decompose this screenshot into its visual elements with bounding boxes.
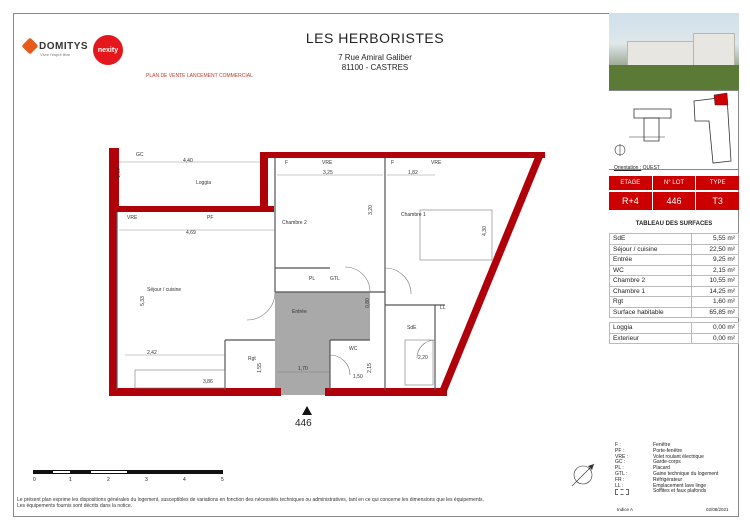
- surface-name: Exterieur: [610, 333, 692, 344]
- table-row: [610, 276, 739, 287]
- surface-total-name: Surface habitable: [610, 307, 692, 318]
- surface-value: 0,00 m²: [692, 333, 739, 344]
- legend-key: F :: [615, 442, 621, 448]
- plan-mark-f-ch1: F: [391, 160, 395, 166]
- surface-name: Loggia: [610, 323, 692, 334]
- dim-2-42: 2,42: [147, 350, 157, 356]
- plan-mark-f: F: [285, 160, 289, 166]
- lot-header-floor: ETAGE: [609, 176, 653, 190]
- surface-value: 10,55 m²: [692, 276, 739, 287]
- legend-key: GC :: [615, 459, 626, 466]
- dim-0-80: 0,80: [364, 298, 371, 308]
- scale-tick: 0: [33, 477, 36, 483]
- scale-tick: 1: [69, 477, 72, 483]
- legend-value: Volet roulant électrique: [653, 453, 704, 460]
- legend-value: Soffites et faux plafonds: [653, 488, 707, 495]
- dim-3-20: 3,20: [367, 205, 374, 215]
- scale-segment: [90, 470, 128, 474]
- plan-mark-vre: VRE: [322, 160, 333, 166]
- lot-header-type: TYPE: [709, 180, 726, 186]
- scale-tick: 4: [183, 477, 186, 483]
- lot-floor-value: R+4: [609, 192, 653, 210]
- table-row: [610, 255, 739, 266]
- dim-3-86: 3,86: [203, 379, 213, 385]
- room-chambre-1: Chambre 1: [401, 212, 426, 218]
- dim-1-55: 1,55: [256, 363, 263, 373]
- scale-segment: [128, 470, 223, 474]
- room-pl: PL: [309, 276, 316, 282]
- surface-name: Séjour / cuisine: [610, 244, 692, 255]
- surface-value: 14,25 m²: [692, 286, 739, 297]
- legend-value: Emplacement lave linge: [653, 482, 707, 489]
- surface-name: Chambre 2: [610, 276, 692, 287]
- legend-swatch: [615, 489, 653, 498]
- disclaimer: [17, 497, 484, 509]
- plan-mark-vre-sejour: VRE: [127, 215, 138, 221]
- surface-name: Entrée: [610, 255, 692, 266]
- key-plan-drawing: [609, 91, 739, 169]
- lot-header-number: N° LOT: [653, 176, 697, 190]
- plan-mark-pf: PF: [207, 215, 214, 221]
- orientation-label: Orientation :: [614, 165, 642, 171]
- nexity-wordmark: nexity: [97, 46, 119, 54]
- surface-value: 5,55 m²: [692, 234, 739, 245]
- orientation: [614, 165, 660, 171]
- legend: [615, 443, 718, 498]
- dim-1-82: 1,82: [408, 170, 418, 176]
- lot-header-row: [609, 176, 739, 190]
- table-row: [610, 265, 739, 276]
- surface-name: WC: [610, 265, 692, 276]
- table-row: [610, 244, 739, 255]
- entrance-arrow-icon: [302, 406, 312, 415]
- dim-4-69: 4,69: [186, 230, 196, 236]
- scale-segment: [71, 470, 90, 474]
- shower-tray: [405, 340, 433, 385]
- legend-item: [615, 489, 718, 498]
- domitys-logo: [24, 40, 89, 57]
- dim-3-25: 3,25: [323, 170, 333, 176]
- dim-2-15: 2,15: [366, 363, 373, 373]
- document-date: 02/08/2021: [706, 507, 729, 512]
- disclaimer-line-2: Les équipements fournis sont décrits dans la notice.: [17, 503, 133, 509]
- keyplan-compass-icon: [613, 143, 627, 162]
- plan-mark-vre-ch1: VRE: [431, 160, 442, 166]
- legend-key: FR :: [615, 476, 625, 483]
- dim-1-50: 1,50: [353, 374, 363, 380]
- surface-value: 22,50 m²: [692, 244, 739, 255]
- scale-segment: [33, 470, 52, 474]
- plan-label: PLAN DE VENTE LANCEMENT COMMERCIAL: [146, 73, 253, 79]
- legend-key: GTL :: [615, 470, 628, 477]
- lot-marker: 446: [295, 418, 312, 429]
- photo-greenery: [609, 65, 739, 90]
- table-row: [610, 286, 739, 297]
- lot-type-value: T3: [712, 196, 723, 206]
- disclaimer-line-1: Le présent plan exprime les dispositions générales du logement, susceptibles de variations en fonction des nécessités techniques ou administratives, tant en ce qui concerne les dimensions que les équipements.: [17, 497, 484, 503]
- surfaces-table: [609, 233, 739, 344]
- legend-value: Garde-corps: [653, 459, 681, 466]
- address-line-1: 7 Rue Amiral Galiber: [338, 53, 412, 62]
- project-address: [270, 53, 480, 73]
- surface-name: Rgt: [610, 297, 692, 308]
- surfaces-title: TABLEAU DES SURFACES: [635, 221, 713, 227]
- dim-1-70: 1,70: [298, 366, 308, 372]
- scale-tick: 3: [145, 477, 148, 483]
- scale-segment: [52, 470, 71, 474]
- surface-total-value: 65,85 m²: [692, 307, 739, 318]
- orientation-value: OUEST: [642, 165, 660, 171]
- legend-key: PL :: [615, 465, 624, 472]
- legend-value: Porte-fenêtre: [653, 447, 683, 454]
- revision-index: Indice A: [617, 507, 634, 512]
- legend-value: Fenêtre: [653, 442, 671, 448]
- room-gtl: GTL: [330, 276, 340, 282]
- floor-plan: [105, 140, 545, 402]
- surface-value: 1,60 m²: [692, 297, 739, 308]
- building-photo: [609, 13, 739, 90]
- legend-key: VRE :: [615, 453, 629, 460]
- legend-value: Réfrigérateur: [653, 476, 683, 483]
- scale-tick: 5: [221, 477, 224, 483]
- table-row: [610, 307, 739, 318]
- surface-value: 9,25 m²: [692, 255, 739, 266]
- room-entree: Entrée: [292, 309, 307, 315]
- surface-value: 0,00 m²: [692, 323, 739, 334]
- domitys-mark-icon: [22, 38, 39, 55]
- surface-value: 2,15 m²: [692, 265, 739, 276]
- room-chambre-2: Chambre 2: [282, 220, 307, 226]
- dim-5-33: 5,33: [139, 296, 146, 306]
- lot-number-value: 446: [653, 192, 697, 210]
- table-row: [610, 297, 739, 308]
- dim-2-20: 2,20: [418, 355, 428, 361]
- scale-tick: 2: [107, 477, 110, 483]
- room-sde: SdE: [407, 325, 417, 331]
- legend-value: Placard: [653, 465, 670, 472]
- domitys-wordmark: DOMITYS: [39, 40, 89, 52]
- surface-name: SdE: [610, 234, 692, 245]
- room-ll: LL: [440, 305, 446, 311]
- dim-4-30: 4,30: [481, 226, 488, 236]
- legend-value: Gaine technique du logement: [653, 470, 719, 477]
- domitys-tagline: Vivre l'esprit libre: [40, 52, 71, 57]
- project-title: LES HERBORISTES: [305, 30, 445, 46]
- room-rgt: Rgt: [248, 356, 256, 362]
- surface-name: Chambre 1: [610, 286, 692, 297]
- table-row: [610, 333, 739, 344]
- north-arrow-icon: [568, 460, 598, 495]
- lot-value-row: [609, 192, 739, 210]
- table-row: [610, 323, 739, 334]
- plan-mark-gc: GC: [136, 152, 144, 158]
- room-wc: WC: [349, 346, 358, 352]
- room-sejour-cuisine: Séjour / cuisine: [147, 287, 182, 293]
- key-plan: [609, 90, 739, 170]
- legend-key: PF :: [615, 447, 625, 454]
- nexity-logo: [93, 35, 123, 65]
- dim-4-40: 4,40: [183, 158, 193, 164]
- table-row: [610, 234, 739, 245]
- room-loggia: Loggia: [196, 180, 212, 186]
- dim-1-60: 1,60: [115, 168, 122, 178]
- address-line-2: 81100 - CASTRES: [341, 63, 409, 72]
- legend-key: LL :: [615, 482, 624, 489]
